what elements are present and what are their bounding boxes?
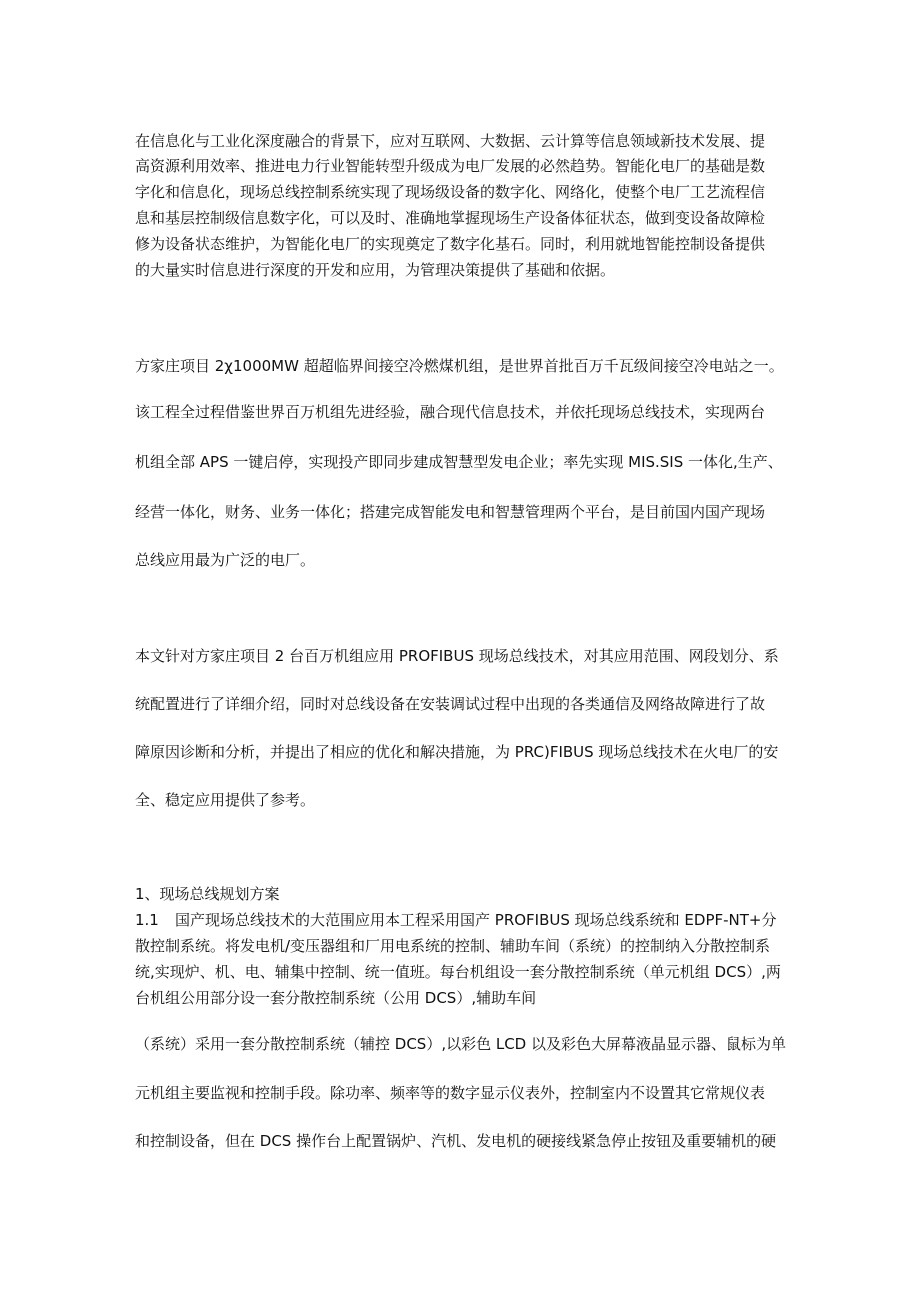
section-number: 1.1 bbox=[135, 911, 159, 929]
project-line: 经营一体化，财务、业务一体化；搭建完成智能发电和智慧管理两个平台，是目前国内国产现场 bbox=[135, 503, 766, 521]
section-1-1-line: 台机组公用部分设一套分散控制系统（公用 DCS）,辅助车间 bbox=[135, 989, 537, 1007]
intro-line: 字化和信息化，现场总线控制系统实现了现场级设备的数字化、网络化，使整个电厂工艺流程信 bbox=[135, 183, 766, 201]
intro-line: 修为设备状态维护，为智能化电厂的实现奠定了数字化基石。同时，利用就地智能控制设备提供 bbox=[135, 235, 766, 253]
section-heading: 1、现场总线规划方案 bbox=[135, 885, 280, 903]
scope-line: 本文针对方家庄项目 2 台百万机组应用 PROFIBUS 现场总线技术，对其应用范围、网段划分、系 bbox=[135, 647, 779, 665]
section-1-1-line bbox=[135, 910, 777, 930]
section-1-1-text: 国产现场总线技术的大范围应用本工程采用国产 PROFIBUS 现场总线系统和 EDPF-NT+分 bbox=[175, 911, 777, 929]
continued-line: 和控制设备，但在 DCS 操作台上配置锅炉、汽机、发电机的硬接线紧急停止按钮及重要辅机的硬 bbox=[135, 1132, 777, 1150]
scope-line: 全、稳定应用提供了参考。 bbox=[135, 791, 316, 809]
continued-line: 元机组主要监视和控制手段。除功率、频率等的数字显示仪表外，控制室内不设置其它常规仪表 bbox=[135, 1084, 766, 1102]
intro-line: 息和基层控制级信息数字化，可以及时、准确地掌握现场生产设备体征状态，做到变设备故障检 bbox=[135, 209, 766, 227]
section-1-1-line: 散控制系统。将发电机/变压器组和厂用电系统的控制、辅助车间（系统）的控制纳入分散控制系 bbox=[135, 937, 771, 955]
scope-line: 统配置进行了详细介绍，同时对总线设备在安装调试过程中出现的各类通信及网络故障进行了故 bbox=[135, 695, 766, 713]
continued-line: （系统）采用一套分散控制系统（辅控 DCS）,以彩色 LCD 以及彩色大屏幕液晶显示器、鼠标为单 bbox=[135, 1035, 787, 1053]
intro-line: 在信息化与工业化深度融合的背景下，应对互联网、大数据、云计算等信息领域新技术发展、提 bbox=[135, 132, 766, 150]
project-line: 方家庄项目 2χ1000MW 超超临界间接空冷燃煤机组，是世界首批百万千瓦级间接空冷电站之一。 bbox=[135, 357, 784, 375]
project-line: 该工程全过程借鉴世界百万机组先进经验，融合现代信息技术，并依托现场总线技术，实现两台 bbox=[135, 403, 766, 421]
project-line: 机组全部 APS 一键启停，实现投产即同步建成智慧型发电企业；率先实现 MIS.SIS 一体化,生产、 bbox=[135, 453, 783, 471]
scope-line: 障原因诊断和分析，并提出了相应的优化和解决措施，为 PRC)FIBUS 现场总线技术在火电厂的安 bbox=[135, 743, 779, 761]
project-line: 总线应用最为广泛的电厂。 bbox=[135, 551, 316, 569]
section-1-1-line: 统,实现炉、机、电、辅集中控制、统一值班。每台机组设一套分散控制系统（单元机组 DCS）,两 bbox=[135, 963, 781, 981]
intro-line: 高资源利用效率、推进电力行业智能转型升级成为电厂发展的必然趋势。智能化电厂的基础是数 bbox=[135, 157, 766, 175]
intro-line: 的大量实时信息进行深度的开发和应用，为管理决策提供了基础和依据。 bbox=[135, 261, 616, 279]
